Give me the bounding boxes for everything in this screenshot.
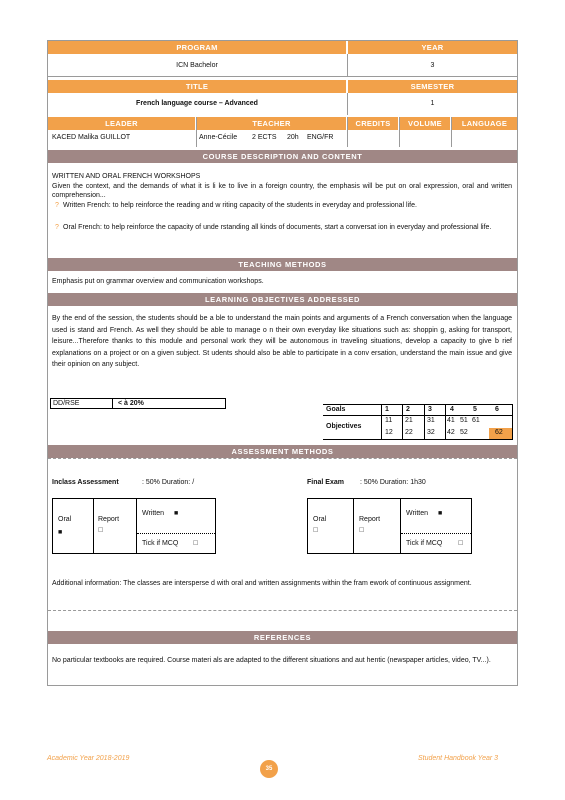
goal-col-3: 3 xyxy=(428,406,432,413)
title-value: French language course – Advanced xyxy=(136,100,258,107)
goal-col-1: 1 xyxy=(385,406,389,413)
divider xyxy=(401,533,471,534)
inclass-mcq-label: Tick if MCQ xyxy=(142,540,179,547)
semester-value: 1 xyxy=(430,100,435,107)
divider xyxy=(347,93,348,115)
title-header: TITLE xyxy=(48,80,346,93)
assessment-methods-heading: ASSESSMENT METHODS xyxy=(48,445,517,458)
final-exam-label: Final Exam xyxy=(307,479,344,486)
page-number: 35 xyxy=(260,760,278,778)
leader-value: KACED Malika GUILLOT xyxy=(52,134,131,141)
course-description-bullet-written: Written French: to help reinforce the reading and w riting capacity of the students in everyday and professional life. xyxy=(63,202,417,209)
credits-value: 2 ECTS xyxy=(252,134,277,141)
final-report-checkbox[interactable] xyxy=(359,527,364,534)
final-report-label: Report xyxy=(359,516,381,523)
divider xyxy=(137,533,215,534)
course-description-title: WRITTEN AND ORAL FRENCH WORKSHOPS xyxy=(52,173,201,180)
inclass-assessment-box xyxy=(52,498,216,554)
teacher-value: Anne-Cécile xyxy=(199,134,238,141)
divider xyxy=(93,498,94,554)
goal-col-4: 4 xyxy=(450,406,454,413)
teacher-header: TEACHER xyxy=(197,117,346,130)
footer-academic-year: Academic Year 2018-2019 xyxy=(47,755,130,762)
objective-21: 21 xyxy=(405,417,413,424)
goal-col-2: 2 xyxy=(406,406,410,413)
goal-col-6: 6 xyxy=(495,406,499,413)
divider xyxy=(48,76,518,77)
divider xyxy=(48,458,517,459)
volume-header: VOLUME xyxy=(400,117,450,130)
teaching-methods-heading: TEACHING METHODS xyxy=(48,258,517,271)
objective-61: 61 xyxy=(472,417,480,424)
divider xyxy=(136,498,137,554)
goal-col-5: 5 xyxy=(473,406,477,413)
objectives-label: Objectives xyxy=(326,423,362,430)
ddrse-label: DD/RSE xyxy=(53,400,80,407)
semester-header: SEMESTER xyxy=(348,80,517,93)
program-header: PROGRAM xyxy=(48,41,346,54)
final-oral-label: Oral xyxy=(313,516,327,523)
credits-header: CREDITS xyxy=(348,117,398,130)
final-mcq-label: Tick if MCQ xyxy=(406,540,443,547)
objective-51: 51 xyxy=(460,417,468,424)
inclass-oral-checkbox[interactable]: ■ xyxy=(58,529,63,536)
bullet-icon: ? xyxy=(55,202,59,209)
inclass-assessment-label: Inclass Assessment xyxy=(52,479,119,486)
course-description-bullet-oral: Oral French: to help reinforce the capacity of unde rstanding all kinds of documents, start a conversat ion in everyday and professional life. xyxy=(63,224,492,231)
volume-value: 20h xyxy=(287,134,299,141)
course-description-intro: Given the context, and the demands of what it is li ke to live in a foreign country, the emphasis will be put on oral expression, oral and written comprehension... xyxy=(52,183,512,200)
inclass-assessment-detail: : 50% Duration: / xyxy=(142,479,195,486)
objective-42: 42 xyxy=(447,429,455,436)
final-written-label: Written xyxy=(406,510,429,517)
program-value: ICN Bachelor xyxy=(176,62,218,69)
inclass-written-checkbox[interactable]: ■ xyxy=(174,510,179,517)
objective-41: 41 xyxy=(447,417,455,424)
final-exam-detail: : 50% Duration: 1h30 xyxy=(360,479,426,486)
divider xyxy=(347,54,348,77)
objective-32: 32 xyxy=(427,429,435,436)
divider xyxy=(196,117,197,147)
year-header: YEAR xyxy=(348,41,517,54)
divider xyxy=(48,610,517,611)
divider xyxy=(399,117,400,147)
divider xyxy=(400,498,401,554)
final-exam-box xyxy=(307,498,472,554)
divider xyxy=(451,117,452,147)
leader-header: LEADER xyxy=(48,117,195,130)
inclass-report-checkbox[interactable] xyxy=(98,527,103,534)
learning-objectives-heading: LEARNING OBJECTIVES ADDRESSED xyxy=(48,293,517,306)
divider xyxy=(112,398,113,409)
objective-62: 62 xyxy=(495,429,503,436)
goals-table-text xyxy=(323,404,513,440)
references-heading: REFERENCES xyxy=(48,631,517,644)
inclass-written-label: Written xyxy=(142,510,165,517)
footer-handbook-title: Student Handbook Year 3 xyxy=(418,755,499,762)
inclass-report-label: Report xyxy=(98,516,120,523)
ddrse-value: < à 20% xyxy=(118,400,144,407)
inclass-oral-label: Oral xyxy=(58,516,72,523)
course-description-heading: COURSE DESCRIPTION AND CONTENT xyxy=(48,150,517,163)
objective-11: 11 xyxy=(385,417,393,424)
final-oral-checkbox[interactable] xyxy=(313,527,318,534)
learning-objectives-text: By the end of the session, the students should be a ble to understand the main points and arguments of a French conversation when the language used is stand ard French. As well they should be able to manage o n their own everyday like situations such as: shoppin g, asking for transport, leisure...Therefore thanks to this module and personal work they will be autonomous in traveling situations, develop a capacity to give b rief explanations on a project or on a given subject. St udents should also be able to participate in a conv ersation, understand the main issue and give their opinion on any subject. xyxy=(52,315,512,368)
objective-31: 31 xyxy=(427,417,435,424)
divider xyxy=(347,117,348,147)
language-header: LANGUAGE xyxy=(452,117,517,130)
divider xyxy=(353,498,354,554)
objective-12: 12 xyxy=(385,429,393,436)
teaching-methods-text: Emphasis put on grammar overview and communication workshops. xyxy=(52,278,264,285)
objective-22: 22 xyxy=(405,429,413,436)
language-value: ENG/FR xyxy=(307,134,334,141)
goals-label: Goals xyxy=(326,406,346,413)
final-written-checkbox[interactable]: ■ xyxy=(438,510,443,517)
bullet-icon: ? xyxy=(55,224,59,231)
objective-52: 52 xyxy=(460,429,468,436)
inclass-mcq-checkbox[interactable] xyxy=(193,540,198,547)
additional-information: Additional information: The classes are intersperse d with oral and written assignments within the fram ework of continuous assignment. xyxy=(52,580,472,587)
references-text: No particular textbooks are required. Course materi als are adapted to the different situations and aut hentic (newspaper articles, video, TV...). xyxy=(52,657,491,664)
year-value: 3 xyxy=(430,62,435,69)
final-mcq-checkbox[interactable] xyxy=(458,540,463,547)
